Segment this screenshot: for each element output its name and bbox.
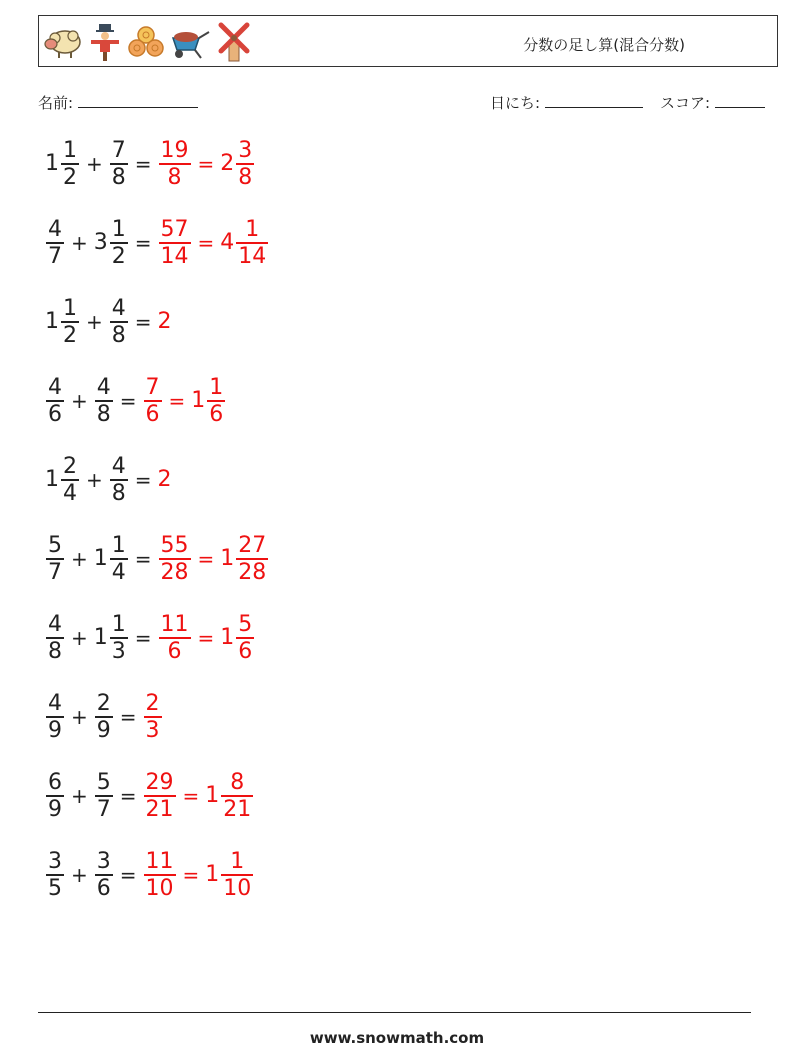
simplified-answer-numerator: 3 [238,138,253,163]
answer [158,138,256,190]
simplified-answer-whole: 1 [220,625,235,650]
addend-b-denominator: 9 [96,718,111,743]
equals-sign: = [134,626,152,650]
addend-b-numerator: 4 [111,454,126,479]
problem-row [45,686,163,748]
addend-b-whole: 3 [93,230,108,255]
addend-b-denominator: 2 [111,244,126,269]
addend-a-denominator: 2 [63,323,77,348]
hay-bales-icon [127,24,165,60]
simplified-answer-numerator: 1 [209,375,224,400]
problem-row [45,449,173,511]
answer-equals-sign: = [182,784,200,808]
answer-fraction [159,138,191,190]
addend-b-numerator: 4 [111,296,126,321]
addend-a-denominator: 5 [48,876,62,901]
score-blank [715,93,765,108]
simplified-answer-denominator: 28 [238,560,267,585]
plus-sign: + [71,547,88,571]
footer-divider [38,1012,751,1013]
answer-fraction [144,691,162,743]
plus-sign: + [71,784,88,808]
answer-denominator: 6 [145,402,160,427]
addend-b-fraction [95,849,113,901]
addend-b-fraction [110,296,128,348]
simplified-answer-fraction [236,612,254,664]
addend-b-denominator: 7 [96,797,111,822]
answer-equals-sign: = [197,626,215,650]
scarecrow-icon [87,22,123,62]
equals-sign: = [134,468,152,492]
answer-denominator: 10 [145,876,174,901]
answer [143,375,227,427]
problem-row [45,133,255,195]
addend-b-fraction [95,691,113,743]
problem-row [45,370,226,432]
addend-b-denominator: 8 [111,481,126,506]
problem-row [45,844,254,906]
simplified-answer-numerator: 5 [238,612,253,637]
addend-b-fraction [110,454,128,506]
problem-row [45,291,173,353]
plus-sign: + [86,310,103,334]
name-blank [78,93,198,108]
answer [158,217,270,269]
answer [143,770,255,822]
addend-a-numerator: 6 [48,770,62,795]
problem-row [45,607,255,669]
addend-b-fraction [110,533,128,585]
addend-a-denominator: 2 [63,165,77,190]
plus-sign: + [71,863,88,887]
worksheet-header [38,15,778,67]
simplified-answer-denominator: 10 [223,876,252,901]
addend-a-denominator: 7 [48,244,62,269]
simplified-answer-denominator: 6 [209,402,224,427]
answer-equals-sign: = [182,863,200,887]
addend-a-fraction [46,612,64,664]
answer-fraction [159,217,191,269]
answer-denominator: 3 [145,718,160,743]
answer-fraction [159,533,191,585]
addend-a-denominator: 9 [48,718,62,743]
simplified-answer-numerator: 1 [245,217,260,242]
answer-fraction [144,375,162,427]
addend-b-fraction [110,217,128,269]
simplified-answer-denominator: 14 [238,244,267,269]
date-blank [545,93,643,108]
worksheet-title: 分数の足し算(混合分数) [523,36,685,54]
simplified-answer-denominator: 21 [223,797,252,822]
date-field [490,93,643,113]
plus-sign: + [86,152,103,176]
addend-a-whole: 1 [45,151,59,176]
addend-b-numerator: 1 [111,612,126,637]
score-field [660,93,765,113]
answer-fraction [144,849,176,901]
addend-b-numerator: 2 [96,691,111,716]
plus-sign: + [71,626,88,650]
addend-a-numerator: 3 [48,849,62,874]
answer-numerator: 7 [145,375,160,400]
name-label: 名前: [38,94,74,112]
answer-fraction [144,770,176,822]
date-label: 日にち: [490,94,541,112]
simplified-answer-whole: 1 [205,862,220,887]
answer-equals-sign: = [197,231,215,255]
simplified-answer-numerator: 8 [230,770,245,795]
addend-a-fraction [46,533,64,585]
answer-denominator: 28 [160,560,189,585]
addend-a-fraction [46,217,64,269]
plus-sign: + [71,705,88,729]
simplified-answer-fraction [236,217,268,269]
addend-a-numerator: 4 [48,217,62,242]
equals-sign: = [134,231,152,255]
answer-equals-sign: = [168,389,186,413]
answer-denominator: 21 [145,797,174,822]
answer-numerator: 2 [145,691,160,716]
addend-b-numerator: 1 [111,533,126,558]
score-label: スコア: [660,94,711,112]
plus-sign: + [86,468,103,492]
answer-equals-sign: = [197,152,215,176]
plus-sign: + [71,389,88,413]
addend-b-whole: 1 [93,546,108,571]
addend-b-fraction [110,138,128,190]
problem-row [45,212,269,274]
addend-a-fraction [46,691,64,743]
simplified-answer-fraction [207,375,225,427]
simplified-answer-numerator: 1 [230,849,245,874]
simplified-answer-fraction [221,849,253,901]
addend-a-denominator: 7 [48,560,62,585]
problem-row [45,765,254,827]
simplified-answer-fraction [221,770,253,822]
addend-a-numerator: 2 [63,454,77,479]
answer-denominator: 14 [160,244,189,269]
answer-numerator: 57 [160,217,189,242]
name-field [38,93,198,113]
addend-a-fraction [61,454,79,506]
addend-b-denominator: 8 [111,165,126,190]
addend-a-denominator: 8 [48,639,62,664]
answer-numerator: 19 [160,138,189,163]
addend-a-numerator: 4 [48,691,62,716]
windmill-icon [215,21,253,63]
equals-sign: = [134,152,152,176]
answer-denominator: 6 [167,639,182,664]
addend-b-denominator: 6 [96,876,111,901]
answer-numerator: 29 [145,770,174,795]
addend-b-denominator: 3 [111,639,126,664]
addend-b-fraction [110,612,128,664]
addend-b-numerator: 3 [96,849,111,874]
addend-b-fraction [95,770,113,822]
addend-a-numerator: 4 [48,612,62,637]
sheep-icon [43,24,83,60]
equals-sign: = [119,705,137,729]
equals-sign: = [134,547,152,571]
problem-row [45,528,269,590]
answer-whole: 2 [157,309,172,334]
answer-denominator: 8 [167,165,182,190]
answer [158,612,256,664]
addend-a-fraction [46,770,64,822]
addend-b-numerator: 1 [111,217,126,242]
answer [158,469,173,491]
simplified-answer-numerator: 27 [238,533,267,558]
equals-sign: = [119,863,137,887]
answer-numerator: 11 [160,612,189,637]
addend-a-denominator: 9 [48,797,62,822]
answer-fraction [159,612,191,664]
simplified-answer-whole: 2 [220,151,235,176]
addend-a-whole: 1 [45,467,59,492]
addend-b-numerator: 4 [96,375,111,400]
answer [143,691,163,743]
addend-a-numerator: 1 [63,296,77,321]
addend-a-numerator: 5 [48,533,62,558]
wheelbarrow-icon [169,24,211,60]
footer-url: www.snowmath.com [309,1029,485,1047]
addend-a-fraction [61,138,79,190]
answer [158,311,173,333]
addend-b-fraction [95,375,113,427]
equals-sign: = [134,310,152,334]
addend-a-numerator: 4 [48,375,62,400]
header-icons [43,21,253,63]
addend-b-numerator: 7 [111,138,126,163]
addend-b-denominator: 8 [111,323,126,348]
addend-a-fraction [46,849,64,901]
simplified-answer-denominator: 6 [238,639,253,664]
equals-sign: = [119,784,137,808]
answer-numerator: 11 [145,849,174,874]
simplified-answer-denominator: 8 [238,165,253,190]
simplified-answer-whole: 1 [220,546,235,571]
answer-equals-sign: = [197,547,215,571]
answer-whole: 2 [157,467,172,492]
addend-a-fraction [46,375,64,427]
simplified-answer-fraction [236,533,268,585]
simplified-answer-whole: 4 [220,230,235,255]
addend-a-denominator: 6 [48,402,62,427]
addend-a-numerator: 1 [63,138,77,163]
simplified-answer-whole: 1 [191,388,206,413]
simplified-answer-fraction [236,138,254,190]
addend-b-numerator: 5 [96,770,111,795]
answer [158,533,270,585]
answer [143,849,255,901]
addend-a-whole: 1 [45,309,59,334]
addend-a-denominator: 4 [63,481,77,506]
equals-sign: = [119,389,137,413]
answer-numerator: 55 [160,533,189,558]
addend-a-fraction [61,296,79,348]
simplified-answer-whole: 1 [205,783,220,808]
plus-sign: + [71,231,88,255]
addend-b-denominator: 4 [111,560,126,585]
addend-b-denominator: 8 [96,402,111,427]
addend-b-whole: 1 [93,625,108,650]
